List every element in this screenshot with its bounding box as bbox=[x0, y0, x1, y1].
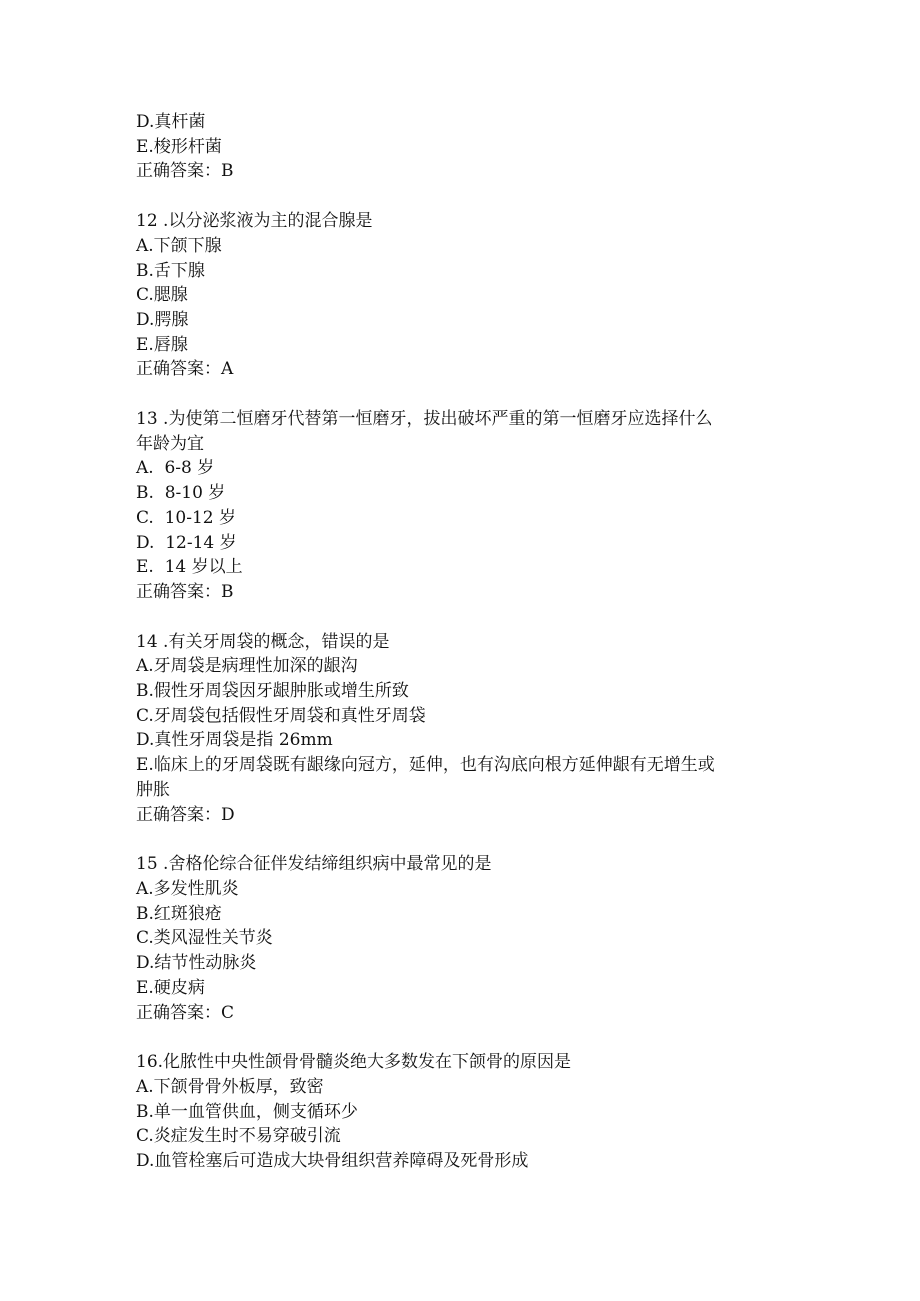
correct-answer: 正确答案：C bbox=[136, 1002, 235, 1023]
option-c: C.腮腺 bbox=[136, 285, 188, 306]
option-e: E. 14 岁以上 bbox=[136, 557, 243, 578]
question-13 bbox=[136, 407, 786, 605]
question-stem: 16.化脓性中央性颌骨骨髓炎绝大多数发在下颌骨的原因是 bbox=[136, 1052, 572, 1073]
question-stem: 14 .有关牙周袋的概念，错误的是 bbox=[136, 631, 390, 652]
question-12 bbox=[136, 209, 786, 382]
option-e: E.硬皮病 bbox=[136, 977, 205, 998]
option-a: A.下颌骨骨外板厚，致密 bbox=[136, 1076, 324, 1097]
option-c: C. 10-12 岁 bbox=[136, 507, 237, 528]
document-page bbox=[136, 110, 786, 1174]
option-d: D.血管栓塞后可造成大块骨组织营养障碍及死骨形成 bbox=[136, 1151, 529, 1172]
option-a: A. 6-8 岁 bbox=[136, 458, 215, 479]
option-a: A.多发性肌炎 bbox=[136, 878, 239, 899]
option-c: C.类风湿性关节炎 bbox=[136, 928, 273, 949]
correct-answer: 正确答案：A bbox=[136, 359, 234, 380]
question-16 bbox=[136, 1050, 786, 1174]
option-a: A.牙周袋是病理性加深的龈沟 bbox=[136, 656, 358, 677]
question-stem: 13 .为使第二恒磨牙代替第一恒磨牙，拔出破坏严重的第一恒磨牙应选择什么 bbox=[136, 409, 713, 430]
option-d: D.真杆菌 bbox=[136, 112, 206, 132]
correct-answer: 正确答案：B bbox=[136, 581, 234, 602]
option-d: D. 12-14 岁 bbox=[136, 532, 237, 553]
correct-answer: 正确答案：D bbox=[136, 804, 235, 825]
option-d: D.腭腺 bbox=[136, 309, 189, 330]
question-14 bbox=[136, 630, 786, 828]
question-stem-continued: 年龄为宜 bbox=[136, 433, 204, 454]
option-a: A.下颌下腺 bbox=[136, 235, 222, 256]
option-b: B.舌下腺 bbox=[136, 260, 205, 281]
option-b: B.红斑狼疮 bbox=[136, 903, 222, 924]
option-e: E.临床上的牙周袋既有龈缘向冠方，延伸，也有沟底向根方延伸龈有无增生或 bbox=[136, 755, 715, 776]
question-stem: 15 .舍格伦综合征伴发结缔组织病中最常见的是 bbox=[136, 854, 492, 875]
option-d: D.真性牙周袋是指 26mm bbox=[136, 730, 333, 751]
option-b: B.假性牙周袋因牙龈肿胀或增生所致 bbox=[136, 681, 409, 702]
question-stem: 12 .以分泌浆液为主的混合腺是 bbox=[136, 211, 373, 232]
option-b: B. 8-10 岁 bbox=[136, 483, 226, 504]
option-d: D.结节性动脉炎 bbox=[136, 953, 257, 974]
option-e: E.唇腺 bbox=[136, 334, 188, 355]
option-b: B.单一血管供血，侧支循环少 bbox=[136, 1101, 358, 1122]
correct-answer: 正确答案：B bbox=[136, 161, 234, 182]
question-15 bbox=[136, 852, 786, 1025]
option-e-continued: 肿胀 bbox=[136, 779, 170, 800]
question-11-tail bbox=[136, 110, 786, 184]
option-c: C.牙周袋包括假性牙周袋和真性牙周袋 bbox=[136, 705, 426, 726]
option-e: E.梭形杆菌 bbox=[136, 136, 222, 157]
option-c: C.炎症发生时不易穿破引流 bbox=[136, 1126, 341, 1147]
